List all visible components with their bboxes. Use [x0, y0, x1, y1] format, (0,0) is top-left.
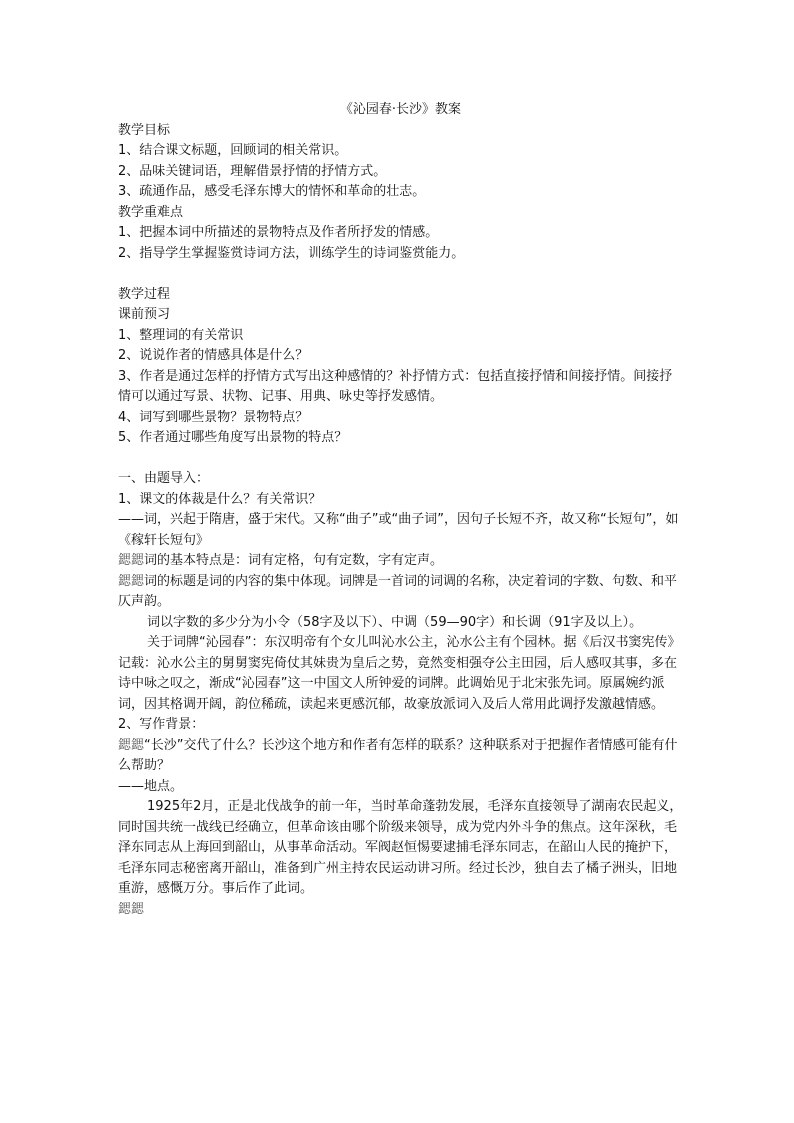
answer: ——地点。 — [118, 778, 184, 794]
garbled-mark: 鍶鍶 — [118, 901, 145, 917]
garbled-mark: 鍶鍶 — [118, 737, 145, 753]
answer: ——词，兴起于隋唐，盛于宋代。又称“曲子”或“曲子词”，因句子长短不齐，故又称“长短句”，如《稼轩长短句》 — [118, 512, 679, 548]
garbled-mark: 鍶鍶 — [118, 573, 145, 589]
paragraph-text: 词的标题是词的内容的集中体现。词牌是一首词的词调的名称，决定着词的字数、句数、和平仄声韵。 — [118, 573, 678, 609]
preview-item: 5、作者通过哪些角度写出景物的特点？ — [118, 430, 348, 445]
preview-item: 2、说说作者的情感具体是什么？ — [118, 348, 309, 363]
paragraph-text: “长沙”交代了什么？长沙这个地方和作者有怎样的联系？这种联系对于把握作者情感可能有什么帮助？ — [118, 737, 678, 773]
paragraph: 1925年2月，正是北伐战争的前一年，当时革命蓬勃发展，毛泽东直接领导了湖南农民起义，同时国共统一战线已经确立，但革命该由哪个阶级来领导，成为党内外斗争的焦点。这年深秋，毛泽东同志从上海回到韶山，从事革命活动。军阀赵恒惕要逮捕毛泽东同志，在韶山人民的掩护下，毛泽东同志秘密离开韶山，准备到广州主持农民运动讲习所。经过长沙，独自去了橘子洲头，旧地重游，感慨万分。事后作了此词。 — [118, 799, 683, 896]
goals-heading: 教学目标 — [118, 122, 171, 138]
goal-item: 2、品味关键词语，理解借景抒情的抒情方式。 — [118, 163, 387, 179]
section-heading: 一、由题导入： — [118, 471, 210, 486]
preview-heading: 课前预习 — [118, 307, 171, 322]
goal-item: 1、结合课文标题，回顾词的相关常识。 — [118, 143, 348, 158]
process-heading: 教学过程 — [118, 286, 171, 302]
preview-item: 4、词写到哪些景物？景物特点？ — [118, 409, 309, 425]
document-body — [118, 100, 683, 920]
paragraph — [118, 572, 683, 613]
paragraph — [118, 736, 683, 777]
spacer — [118, 449, 683, 470]
document-title: 《沁园春·长沙》教案 — [339, 102, 462, 117]
preview-item: 1、整理词的有关常识 — [118, 327, 244, 343]
paragraph: 关于词牌“沁园春”：东汉明帝有个女儿叫沁水公主，沁水公主有个园林。据《后汉书窦宪传》记载：沁水公主的舅舅窦宪倚仗其妹贵为皇后之势，竟然变相强夺公主田园，后人感叹其事，多在诗中咏之叹之，渐成“沁园春”这一中国文人所钟爱的词牌。此调始见于北宋张先词。原属婉约派词，因其格调开阔，韵位稀疏，读起来更感沉郁，故豪放派词入及后人常用此调抒发激越情感。 — [118, 635, 681, 712]
spacer — [118, 264, 683, 285]
garbled-mark: 鍶鍶 — [118, 553, 145, 568]
paragraph-text: 词的基本特点是：词有定格，句有定数，字有定声。 — [144, 553, 444, 568]
paragraph: 词以字数的多少分为小令（58字及以下）、中调（59—90字）和长调（91字及以上）。 — [147, 614, 643, 630]
question: 2、写作背景： — [118, 717, 205, 732]
key-point-item: 1、把握本词中所描述的景物特点及作者所抒发的情感。 — [118, 225, 439, 240]
preview-item: 3、作者是通过怎样的抒情方式写出这种感情的？补抒情方式：包括直接抒情和间接抒情。间接抒情可以通过写景、状物、记事、用典、咏史等抒发感情。 — [118, 368, 673, 404]
paragraph — [118, 551, 683, 572]
key-points-heading: 教学重难点 — [118, 204, 184, 220]
question: 1、课文的体裁是什么？有关常识？ — [118, 491, 322, 507]
goal-item: 3、疏通作品，感受毛泽东博大的情怀和革命的壮志。 — [118, 184, 426, 199]
key-point-item: 2、指导学生掌握鉴赏诗词方法，训练学生的诗词鉴赏能力。 — [118, 245, 465, 261]
